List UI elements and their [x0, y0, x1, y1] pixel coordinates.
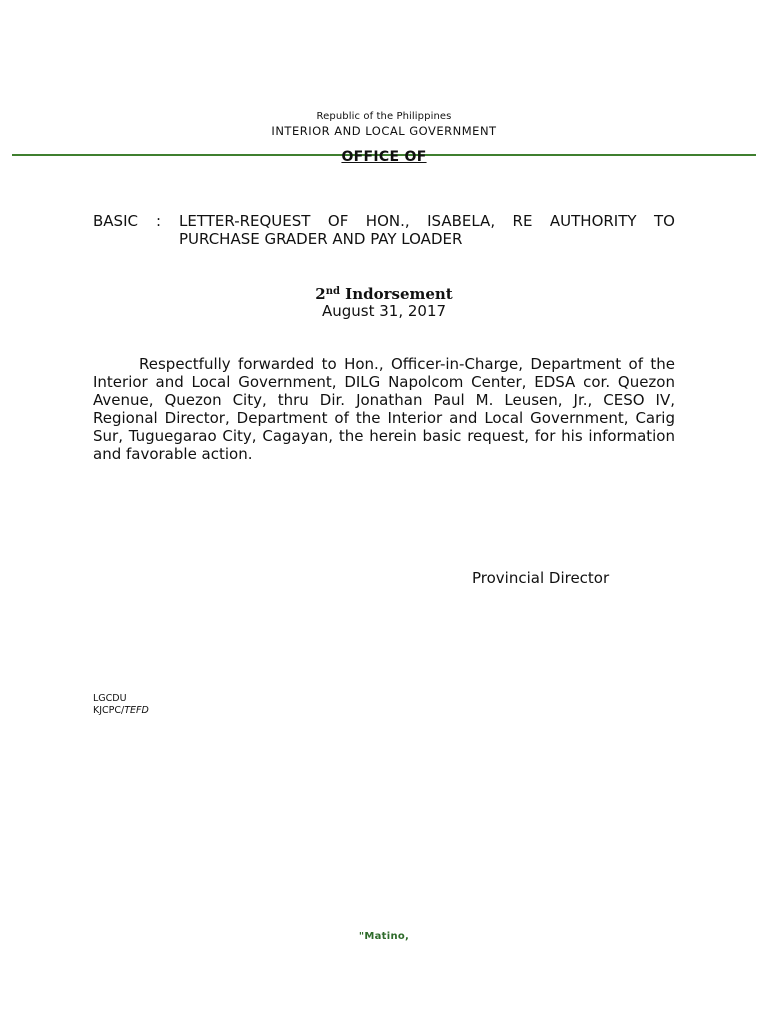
office-heading: OFFICE OF [341, 149, 427, 165]
footer-motto: "Matino, [358, 931, 410, 942]
basic-subject: LETTER-REQUEST OF HON., ISABELA, RE AUTHORITY TO PURCHASE GRADER AND PAY LOADER [179, 212, 675, 248]
basic-label: BASIC [93, 212, 138, 230]
reference-initials-main: KJCPC/ [93, 705, 125, 716]
body-paragraph: Respectfully forwarded to Hon., Officer-in-Charge, Department of the Interior and Local Government, DILG Napolcom Center, EDSA cor. Quezon Avenue, Quezon City, thru Dir. Jonathan Paul M. Leusen, Jr., CESO IV, Regional Director, Department of the Interior and Local Government, Carig Sur, Tuguegarao City, Cagayan, the herein basic request, for his information and favorable action. [93, 355, 675, 463]
signatory-title: Provincial Director [472, 569, 610, 587]
indorsement-ordinal-suffix: nd [325, 286, 340, 297]
reference-initials [93, 705, 149, 716]
indorsement-title [0, 285, 768, 303]
republic-heading: Republic of the Philippines [316, 111, 452, 122]
basic-colon: : [156, 212, 162, 230]
reference-unit: LGCDU [93, 693, 127, 704]
indorsement-number: 2 [315, 285, 326, 303]
reference-initials-italic: TEFD [124, 705, 149, 716]
indorsement-word: Indorsement [339, 285, 453, 303]
department-heading: INTERIOR AND LOCAL GOVERNMENT [271, 124, 497, 138]
indorsement-date: August 31, 2017 [321, 302, 447, 320]
